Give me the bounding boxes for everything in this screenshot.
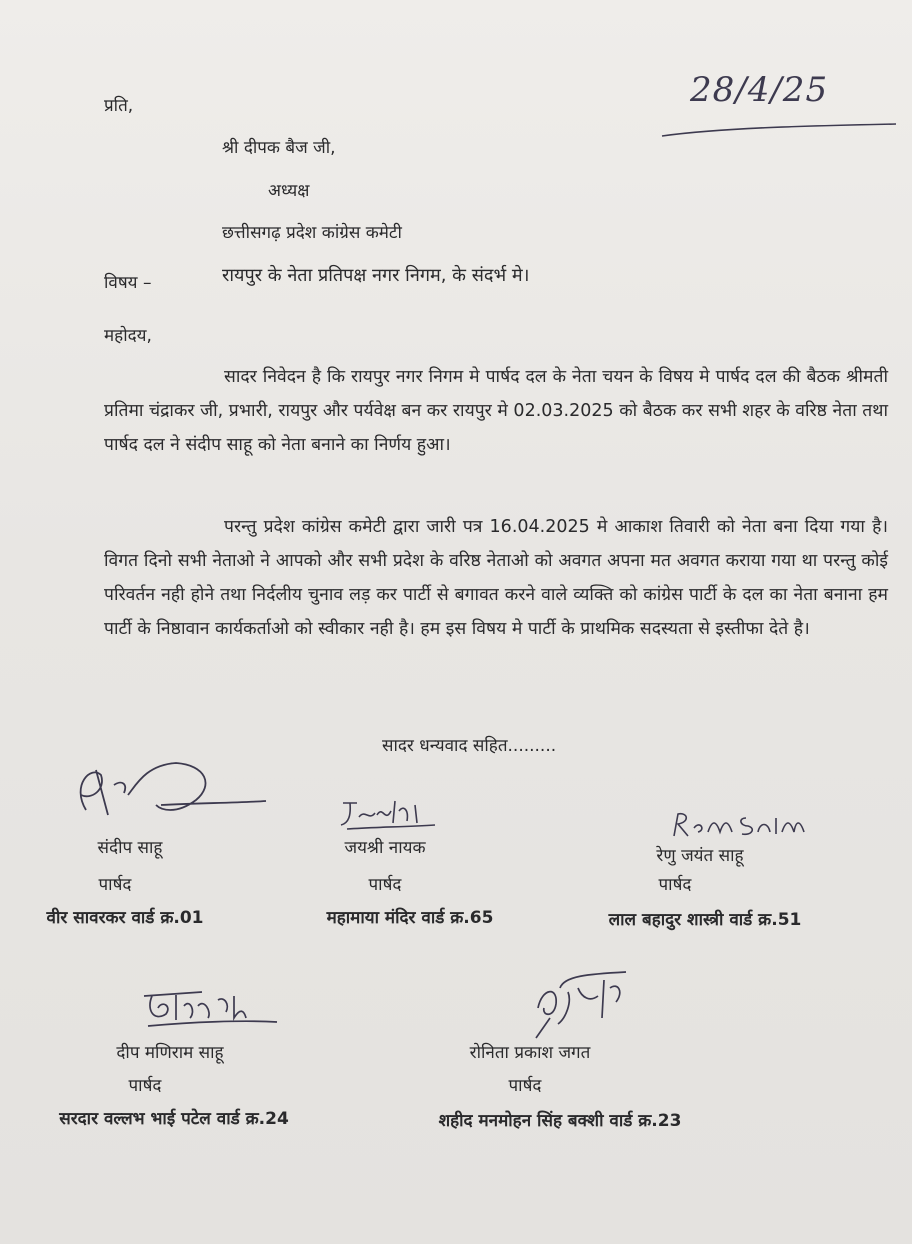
subject-text: रायपुर के नेता प्रतिपक्ष नगर निगम, के संदर्भ मे। (222, 265, 530, 286)
signatory-1-role: पार्षद (98, 875, 132, 895)
signatory-1-ward: वीर सावरकर वार्ड क्र.01 (46, 908, 204, 928)
closing-line: सादर धन्यवाद सहित......... (382, 736, 557, 756)
recipient-designation: अध्यक्ष (268, 181, 310, 201)
signatory-3-name: रेणु जयंत साहू (656, 846, 744, 866)
signatory-5-ward: शहीद मनमोहन सिंह बक्शी वार्ड क्र.23 (438, 1111, 682, 1131)
signatory-4-role: पार्षद (128, 1076, 162, 1096)
signatory-3-ward: लाल बहादुर शास्त्री वार्ड क्र.51 (608, 910, 802, 930)
signatory-3-role: पार्षद (658, 875, 692, 895)
recipient-organization: छत्तीसगढ़ प्रदेश कांग्रेस कमेटी (222, 223, 402, 243)
handwritten-reference-number: 28/4/25 (690, 70, 829, 110)
signature-5 (528, 968, 638, 1048)
salutation: महोदय, (104, 326, 152, 346)
signatory-4-name: दीप मणिराम साहू (116, 1043, 224, 1063)
paragraph-2-text: परन्तु प्रदेश कांग्रेस कमेटी द्वारा जारी पत्र 16.04.2025 मे आकाश तिवारी को नेता बना दिया गया है। विगत दिनो सभी नेताओ ने आपको और सभी प्रदेश के वरिष्ठ नेताओ को अवगत अपना मत अवगत कराया गया था परन्तु कोई परिवर्तन नही होने तथा निर्दलीय चुनाव लड़ कर पार्टी से बगावत करने वाले व्यक्ति को कांग्रेस पार्टी के दल का नेता बनाना हम पार्टी के निष्ठावान कार्यकर्ताओ को स्वीकार नही है। हम इस विषय मे पार्टी के प्राथमिक सदस्यता से इस्तीफा देते है। (104, 517, 888, 639)
signatory-2-ward: महामाया मंदिर वार्ड क्र.65 (326, 908, 494, 928)
signatory-4-ward: सरदार वल्लभ भाई पटेल वार्ड क्र.24 (59, 1109, 289, 1129)
reference-underline (660, 118, 900, 148)
signature-2 (335, 795, 445, 835)
recipient-name: श्री दीपक बैज जी, (222, 138, 336, 158)
subject-label: विषय – (104, 273, 152, 293)
signatory-5-name: रोनिता प्रकाश जगत (469, 1043, 591, 1063)
signatory-2-name: जयश्री नायक (344, 838, 426, 858)
signatory-2-role: पार्षद (368, 875, 402, 895)
signatory-1-name: संदीप साहू (97, 838, 163, 858)
signature-1 (66, 755, 276, 825)
signature-3 (668, 808, 808, 844)
paragraph-1-text: सादर निवेदन है कि रायपुर नगर निगम मे पार्षद दल के नेता चयन के विषय मे पार्षद दल की बैठक श्रीमती प्रतिमा चंद्राकर जी, प्रभारी, रायपुर और पर्यवेक्ष बन कर रायपुर मे 02.03.2025 को बैठक कर सभी शहर के वरिष्ठ नेता तथा पार्षद दल ने संदीप साहू को नेता बनाने का निर्णय हुआ। (104, 367, 888, 455)
signatory-5-role: पार्षद (508, 1076, 542, 1096)
to-label: प्रति, (104, 96, 134, 116)
paragraph-1 (104, 360, 888, 462)
signature-4 (132, 982, 282, 1034)
paragraph-2 (104, 510, 888, 646)
